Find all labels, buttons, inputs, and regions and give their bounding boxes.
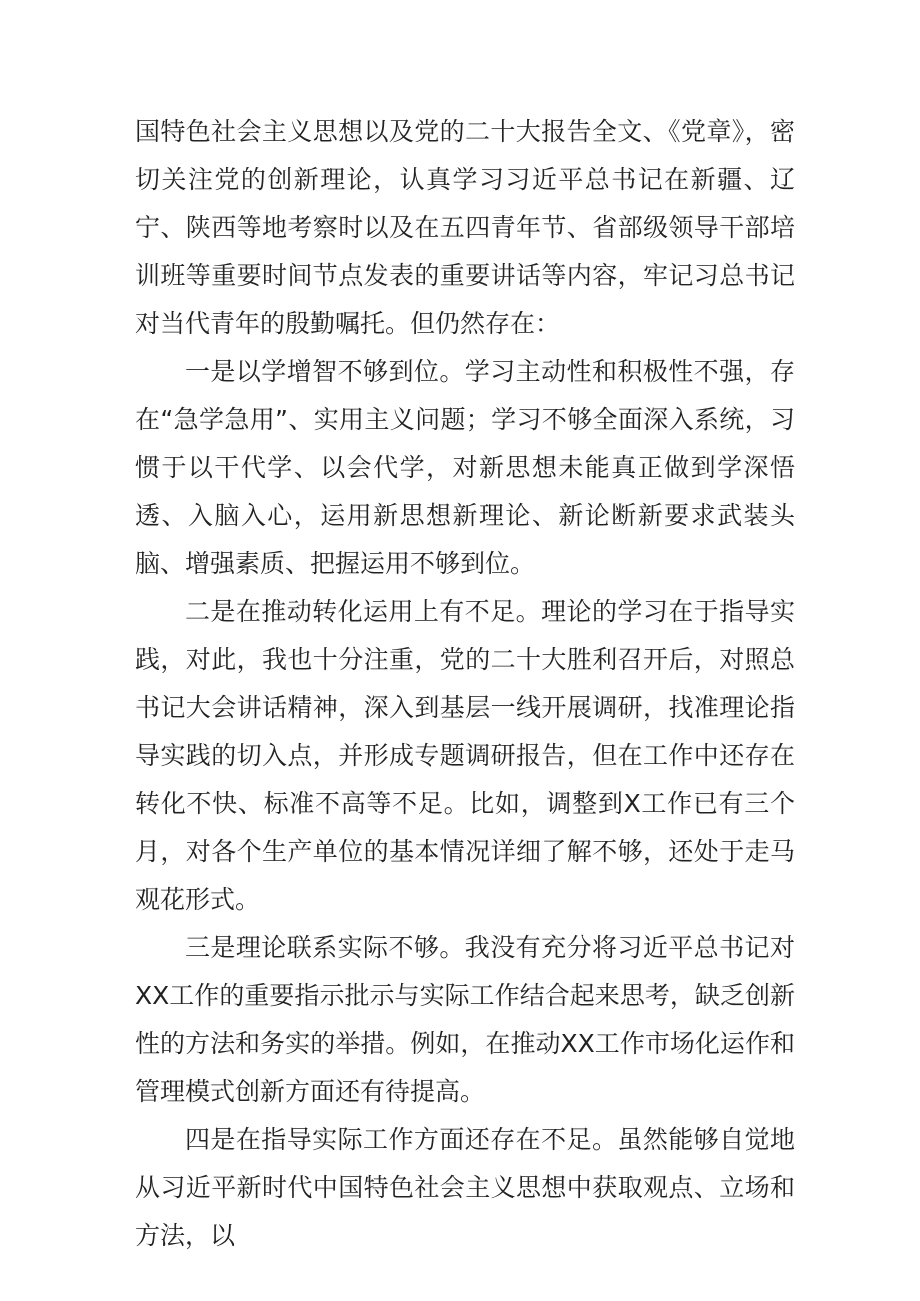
paragraph-point-one: 一是以学增智不够到位。学习主动性和积极性不强，存在“急学急用”、实用主义问题；学习不够全面深入系统，习惯于以干代学、以会代学，对新思想未能真正做到学深悟透、入脑入心，运用新思想新理论、新论断新要求武装头脑、增强素质、把握运用不够到位。 xyxy=(135,357,795,578)
paragraph-point-two: 二是在推动转化运用上有不足。理论的学习在于指导实践，对此，我也十分注重，党的二十大胜利召开后，对照总书记大会讲话精神，深入到基层一线开展调研，找准理论指导实践的切入点，并形成专题调研报告，但在工作中还存在转化不快、标准不高等不足。比如，调整到X工作已有三个月，对各个生产单位的基本情况详细了解不够，还处于走马观花形式。 xyxy=(135,597,795,914)
paragraph-point-four: 四是在指导实际工作方面还存在不足。虽然能够自觉地从习近平新时代中国特色社会主义思想中获取观点、立场和方法，以 xyxy=(135,1125,795,1250)
paragraph-point-three: 三是理论联系实际不够。我没有充分将习近平总书记对XX工作的重要指示批示与实际工作结合起来思考，缺乏创新性的方法和务实的举措。例如，在推动XX工作市场化运作和管理模式创新方面还有待提高。 xyxy=(135,933,795,1106)
document-body xyxy=(135,108,795,1260)
paragraph-continuation: 国特色社会主义思想以及党的二十大报告全文、《党章》，密切关注党的创新理论，认真学习习近平总书记在新疆、辽宁、陕西等地考察时以及在五四青年节、省部级领导干部培训班等重要时间节点发表的重要讲话等内容，牢记习总书记对当代青年的殷勤嘱托。但仍然存在： xyxy=(135,117,795,338)
